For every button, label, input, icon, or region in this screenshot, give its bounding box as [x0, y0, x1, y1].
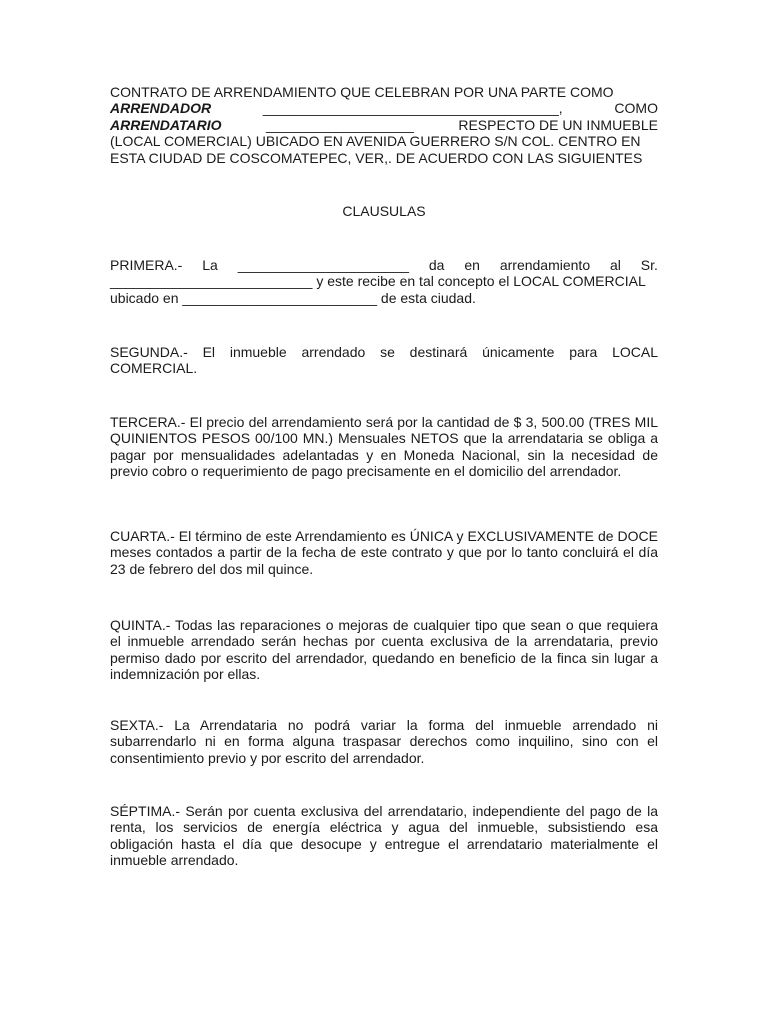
clause-septima: SÉPTIMA.- Serán por cuenta exclusiva del arrendatario, independiente del pago de la renta, los servicios de energía eléctrica y agua del inmueble, subsistiendo esa obligación hasta el día que desocupe y entregue el arrendatario materialmente el inmueble arrendado.: [110, 803, 658, 869]
intro-line-1: [110, 84, 658, 100]
arrendador-label: ARRENDADOR: [110, 100, 212, 117]
arrendatario-blank: ___________________: [265, 116, 414, 133]
primera-word: arrendamiento: [499, 257, 591, 273]
primera-blank: ______________________: [237, 257, 409, 273]
clause-primera: [110, 257, 658, 306]
como-word: COMO: [614, 100, 658, 117]
intro-text-line-4: (LOCAL COMERCIAL) UBICADO EN AVENIDA GUERRERO S/N COL. CENTRO EN: [110, 133, 641, 150]
primera-word: en: [464, 257, 480, 273]
primera-line-3: ubicado en _________________________ de esta ciudad.: [110, 289, 476, 306]
primera-line-2: [110, 273, 658, 289]
clause-sexta: SEXTA.- La Arrendataria no podrá variar la forma del inmueble arrendado ni subarrendarlo ni en forma alguna traspasar derechos como inquilino, sino con el consentimiento previo y por escrito del arrendador.: [110, 717, 658, 766]
primera-word: al: [610, 257, 621, 273]
clause-segunda: SEGUNDA.- El inmueble arrendado se destinará únicamente para LOCAL COMERCIAL.: [110, 344, 658, 377]
intro-text-line-5: ESTA CIUDAD DE COSCOMATEPEC, VER,. DE ACUERDO CON LAS SIGUIENTES: [110, 149, 643, 166]
arrendador-blank: ______________________________________,: [262, 100, 563, 117]
clausulas-heading: CLAUSULAS: [342, 203, 426, 219]
intro-line-3: [110, 117, 658, 133]
primera-word: da: [428, 257, 445, 273]
intro-line-5: [110, 150, 658, 166]
intro-line-2: [110, 100, 658, 116]
primera-line-1: [110, 257, 658, 273]
clause-tercera: TERCERA.- El precio del arrendamiento será por la cantidad de $ 3, 500.00 (TRES MIL QUINIENTOS PESOS 00/100 MN.) Mensuales NETOS que la arrendataria se obliga a pagar por mensualidades adelantadas y en Moneda Nacional, sin la necesidad de previo cobro o requerimiento de pago precisamente en el domicilio del arrendador.: [110, 414, 658, 480]
arrendatario-label: ARRENDATARIO: [110, 116, 222, 133]
clause-quinta: QUINTA.- Todas las reparaciones o mejoras de cualquier tipo que sean o que requiera el inmueble arrendado serán hechas por cuenta exclusiva de la arrendataria, previo permiso dado por escrito del arrendador, quedando en beneficio de la finca sin lugar a indemnización por ellas.: [110, 617, 658, 683]
intro-line-4: [110, 133, 658, 149]
primera-text-line-2: __________________________ y este recibe en tal concepto el LOCAL COMERCIAL: [110, 273, 646, 290]
respecto-text: RESPECTO DE UN INMUEBLE: [458, 116, 658, 133]
primera-word: PRIMERA.-: [110, 257, 183, 273]
contract-intro: [110, 84, 658, 166]
primera-word: Sr.: [640, 257, 658, 273]
clause-cuarta: CUARTA.- El término de este Arrendamiento es ÚNICA y EXCLUSIVAMENTE de DOCE meses contados a partir de la fecha de este contrato y que por lo tanto concluirá el día 23 de febrero del dos mil quince.: [110, 528, 658, 577]
primera-word: La: [202, 257, 218, 273]
intro-text-line-1: CONTRATO DE ARRENDAMIENTO QUE CELEBRAN POR UNA PARTE COMO: [110, 84, 614, 100]
